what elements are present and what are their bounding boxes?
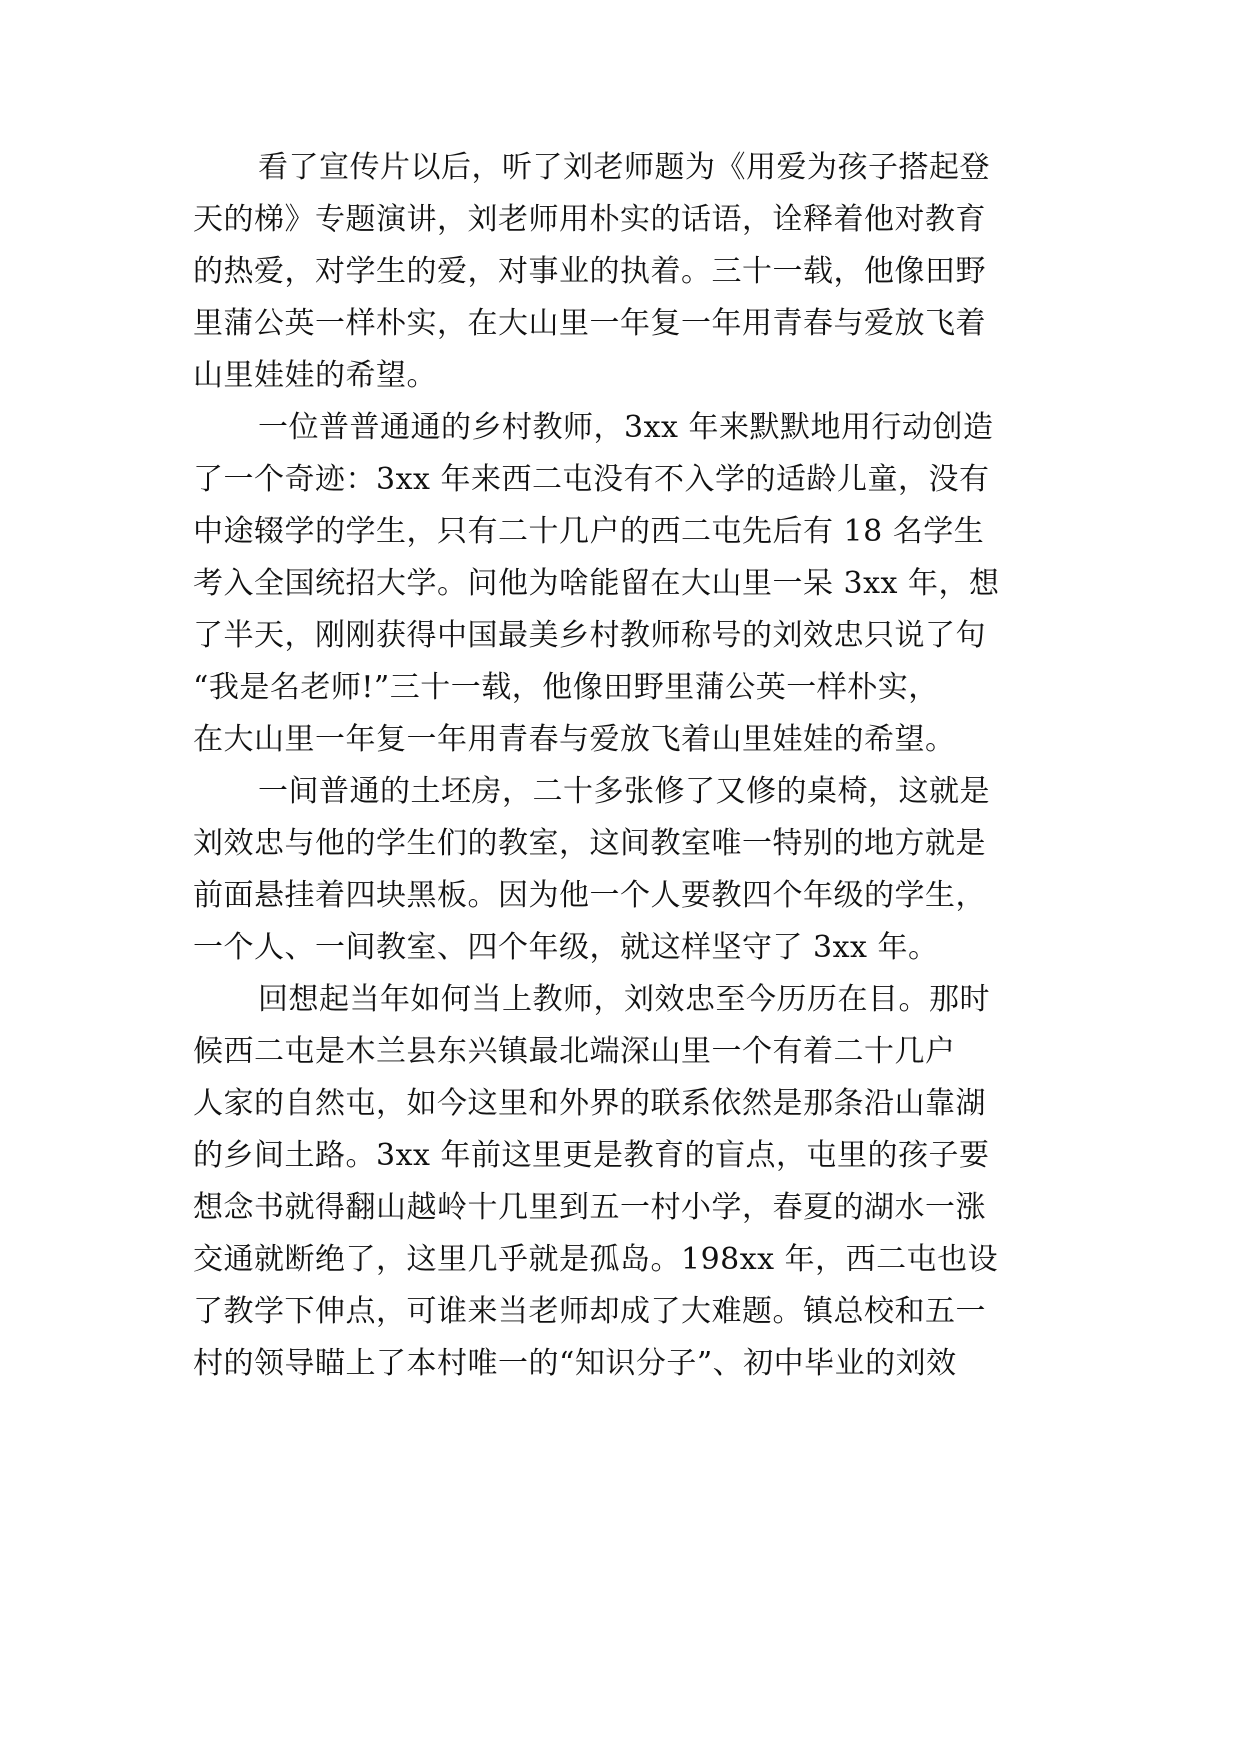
- paragraph-3-line-4: 一个人、一间教室、四个年级，就这样坚守了 3xx 年。: [193, 930, 939, 965]
- paragraph-4-line-1: 回想起当年如何当上教师，刘效忠至今历历在目。那时: [258, 982, 990, 1017]
- paragraph-1-line-3: 的热爱，对学生的爱，对事业的执着。三十一载，他像田野: [193, 254, 986, 289]
- paragraph-4-line-8: 村的领导瞄上了本村唯一的“知识分子”、初中毕业的刘效: [193, 1346, 957, 1381]
- paragraph-4-line-6: 交通就断绝了，这里几乎就是孤岛。198xx 年，西二屯也设: [193, 1242, 999, 1277]
- paragraph-2-line-5: 了半天，刚刚获得中国最美乡村教师称号的刘效忠只说了句: [193, 618, 986, 653]
- paragraph-2-line-3: 中途辍学的学生，只有二十几户的西二屯先后有 18 名学生: [193, 514, 985, 549]
- paragraph-1-line-1: 看了宣传片以后，听了刘老师题为《用爱为孩子搭起登: [258, 150, 990, 185]
- paragraph-2-line-1: 一位普普通通的乡村教师，3xx 年来默默地用行动创造: [258, 410, 994, 445]
- paragraph-2-line-7: 在大山里一年复一年用青春与爱放飞着山里娃娃的希望。: [193, 722, 956, 757]
- paragraph-4-line-7: 了教学下伸点，可谁来当老师却成了大难题。镇总校和五一: [193, 1294, 986, 1329]
- paragraph-4-line-5: 想念书就得翻山越岭十几里到五一村小学，春夏的湖水一涨: [193, 1190, 986, 1225]
- paragraph-1-line-4: 里蒲公英一样朴实，在大山里一年复一年用青春与爱放飞着: [193, 306, 986, 341]
- paragraph-1-line-5: 山里娃娃的希望。: [193, 358, 437, 393]
- paragraph-2-line-6: “我是名老师!”三十一载，他像田野里蒲公英一样朴实，: [193, 670, 939, 705]
- paragraph-3-line-2: 刘效忠与他的学生们的教室，这间教室唯一特别的地方就是: [193, 826, 986, 861]
- paragraph-3-line-3: 前面悬挂着四块黑板。因为他一个人要教四个年级的学生，: [193, 878, 986, 913]
- paragraph-2-line-4: 考入全国统招大学。问他为啥能留在大山里一呆 3xx 年，想: [193, 566, 1000, 601]
- paragraph-1-line-2: 天的梯》专题演讲，刘老师用朴实的话语，诠释着他对教育: [193, 202, 986, 237]
- paragraph-2-line-2: 了一个奇迹：3xx 年来西二屯没有不入学的适龄儿童，没有: [193, 462, 990, 497]
- paragraph-4-line-3: 人家的自然屯，如今这里和外界的联系依然是那条沿山靠湖: [193, 1086, 986, 1121]
- paragraph-3-line-1: 一间普通的土坯房，二十多张修了又修的桌椅，这就是: [258, 774, 990, 809]
- paragraph-4-line-2: 候西二屯是木兰县东兴镇最北端深山里一个有着二十几户: [193, 1034, 956, 1069]
- paragraph-4-line-4: 的乡间土路。3xx 年前这里更是教育的盲点，屯里的孩子要: [193, 1138, 990, 1173]
